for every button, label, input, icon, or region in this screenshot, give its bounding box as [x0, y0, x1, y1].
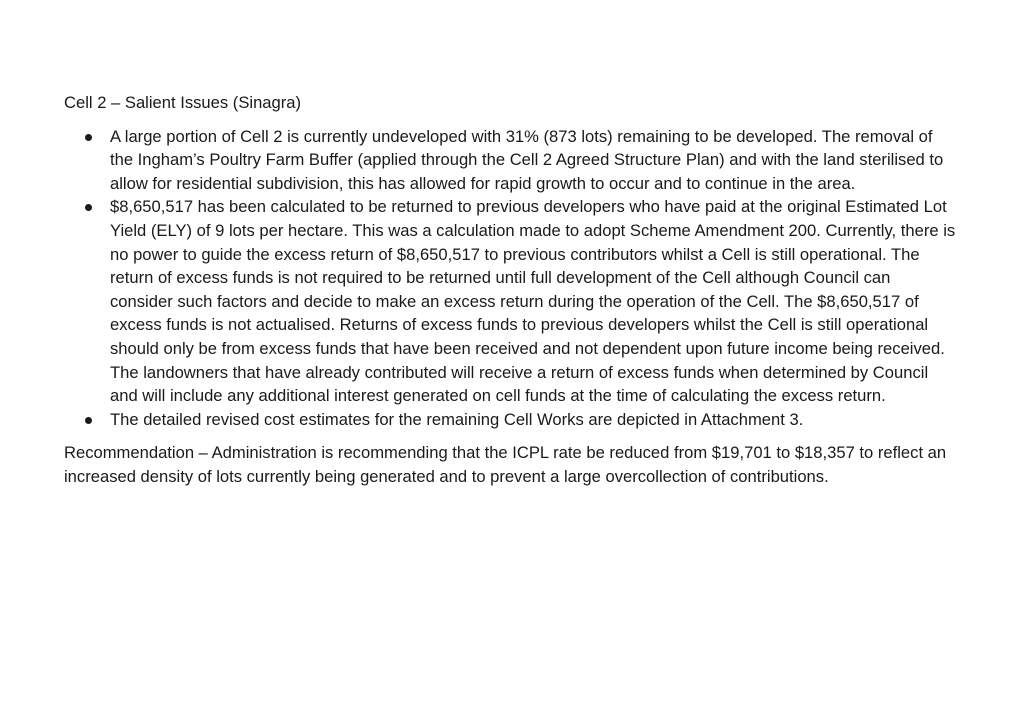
bullet-icon	[85, 417, 92, 424]
list-item-text: A large portion of Cell 2 is currently undeveloped with 31% (873 lots) remaining to be developed. The removal of the Ingham’s Poultry Farm Buffer (applied through the Cell 2 Agreed Structure Plan) and with the land sterilised to allow for residential subdivision, this has allowed for rapid growth to occur and to continue in the area.	[110, 126, 944, 193]
section-heading: Cell 2 – Salient Issues (Sinagra)	[64, 93, 302, 112]
list-item	[64, 125, 956, 196]
list-item-text: The detailed revised cost estimates for the remaining Cell Works are depicted in Attachment 3.	[110, 409, 804, 429]
document-page	[64, 91, 956, 489]
salient-issues-list	[64, 125, 956, 432]
list-item	[64, 195, 956, 407]
list-item-text: $8,650,517 has been calculated to be returned to previous developers who have paid at the original Estimated Lot Yield (ELY) of 9 lots per hectare. This was a calculation made to adopt Scheme Amendment 200. Currently, there is no power to guide the excess return of $8,650,517 to previous contributors whilst a Cell is still operational. The return of excess funds is not required to be returned until full development of the Cell although Council can consider such factors and decide to make an excess return during the operation of the Cell. The $8,650,517 of excess funds is not actualised. Returns of excess funds to previous developers whilst the Cell is still operational should only be from excess funds that have been received and not dependent upon future income being received. The landowners that have already contributed will receive a return of excess funds when determined by Council and will include any additional interest generated on cell funds at the time of calculating the excess return.	[110, 197, 956, 406]
bullet-icon	[85, 204, 92, 211]
list-item	[64, 408, 956, 432]
recommendation-paragraph: Recommendation – Administration is recommending that the ICPL rate be reduced from $19,701 to $18,357 to reflect an increased density of lots currently being generated and to prevent a large overcollection of contributions.	[64, 443, 947, 486]
bullet-icon	[85, 134, 92, 141]
